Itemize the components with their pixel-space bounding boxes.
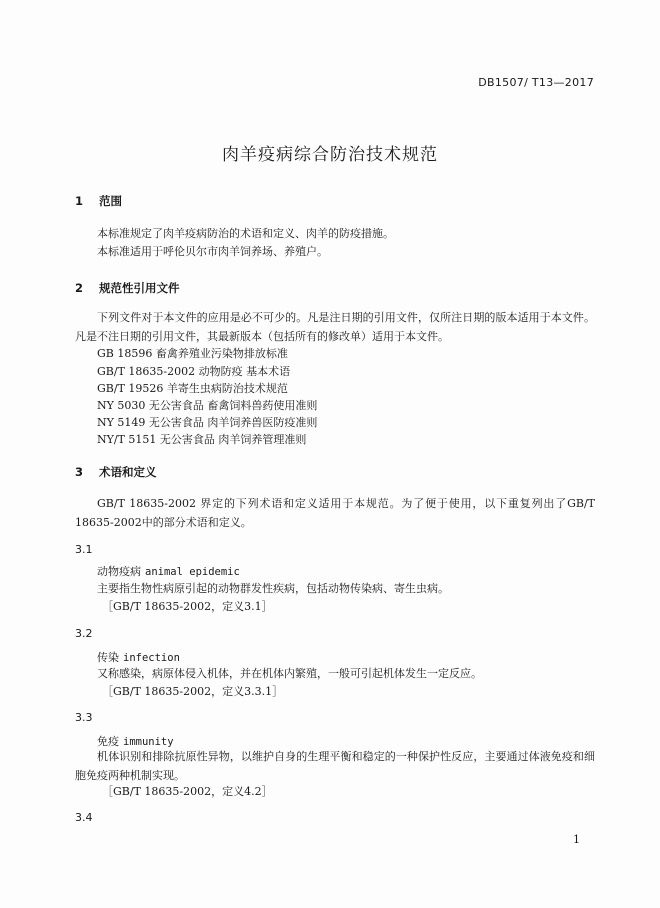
term-number: 3.1: [75, 543, 93, 556]
reference-item: GB 18596 畜禽养殖业污染物排放标准: [97, 347, 288, 360]
section-1-heading: [75, 193, 122, 209]
term-definition: 机体识别和排除抗原性异物，以维护自身的生理平衡和稳定的一种保护性反应，主要通过体液免疫和细胞免疫两种机制实现。: [75, 750, 595, 782]
section-2-title: 规范性引用文件: [99, 281, 180, 295]
reference-item: NY 5149 无公害食品 肉羊饲养兽医防疫准则: [97, 416, 318, 429]
scope-line-2: 本标准适用于呼伦贝尔市肉羊饲养场、养殖户。: [97, 245, 328, 258]
section-3-number: 3: [75, 465, 84, 479]
scope-line-1: 本标准规定了肉羊疫病防治的术语和定义、肉羊的防疫措施。: [97, 227, 394, 240]
term-cn: 免疫: [97, 735, 119, 748]
page-number: 1: [573, 833, 580, 846]
term-reference: ［GB/T 18635-2002，定义3.3.1］: [102, 685, 284, 698]
reference-item: GB/T 18635-2002 动物防疫 基本术语: [97, 365, 291, 378]
reference-item: NY/T 5151 无公害食品 肉羊饲养管理准则: [97, 433, 307, 446]
document-code: DB1507/ T13—2017: [478, 76, 594, 89]
term-en: infection: [123, 652, 180, 664]
section-2-number: 2: [75, 281, 84, 295]
term-heading: [97, 563, 240, 579]
document-title: 肉羊疫病综合防治技术规范: [222, 145, 438, 165]
term-number: 3.3: [75, 711, 93, 724]
references-intro: 下列文件对于本文件的应用是必不可少的。凡是注日期的引用文件，仅所注日期的版本适用于本文件。凡是不注日期的引用文件，其最新版本（包括所有的修改单）适用于本文件。: [75, 311, 595, 343]
section-3-heading: [75, 464, 157, 480]
terms-intro: GB/T 18635-2002 界定的下列术语和定义适用于本规范。为了便于使用，以下重复列出了GB/T 18635-2002中的部分术语和定义。: [75, 497, 595, 529]
section-1-title: 范围: [99, 194, 122, 208]
term-reference: ［GB/T 18635-2002，定义4.2］: [102, 785, 273, 798]
term-number: 3.2: [75, 627, 93, 640]
term-definition: 又称感染，病原体侵入机体，并在机体内繁殖，一般可引起机体发生一定反应。: [97, 667, 482, 680]
term-reference: ［GB/T 18635-2002，定义3.1］: [102, 600, 273, 613]
term-cn: 动物疫病: [97, 565, 141, 578]
section-1-number: 1: [75, 194, 84, 208]
term-heading: [97, 649, 180, 665]
section-2-heading: [75, 280, 180, 296]
term-en: animal epidemic: [145, 566, 240, 578]
reference-item: NY 5030 无公害食品 畜禽饲料兽药使用准则: [97, 399, 318, 412]
term-cn: 传染: [97, 651, 119, 664]
term-definition: 主要指生物性病原引起的动物群发性疾病，包括动物传染病、寄生虫病。: [97, 582, 449, 595]
term-number: 3.4: [75, 811, 93, 824]
term-heading: [97, 733, 174, 749]
reference-item: GB/T 19526 羊寄生虫病防治技术规范: [97, 382, 288, 395]
term-en: immunity: [123, 736, 174, 748]
section-3-title: 术语和定义: [99, 465, 157, 479]
